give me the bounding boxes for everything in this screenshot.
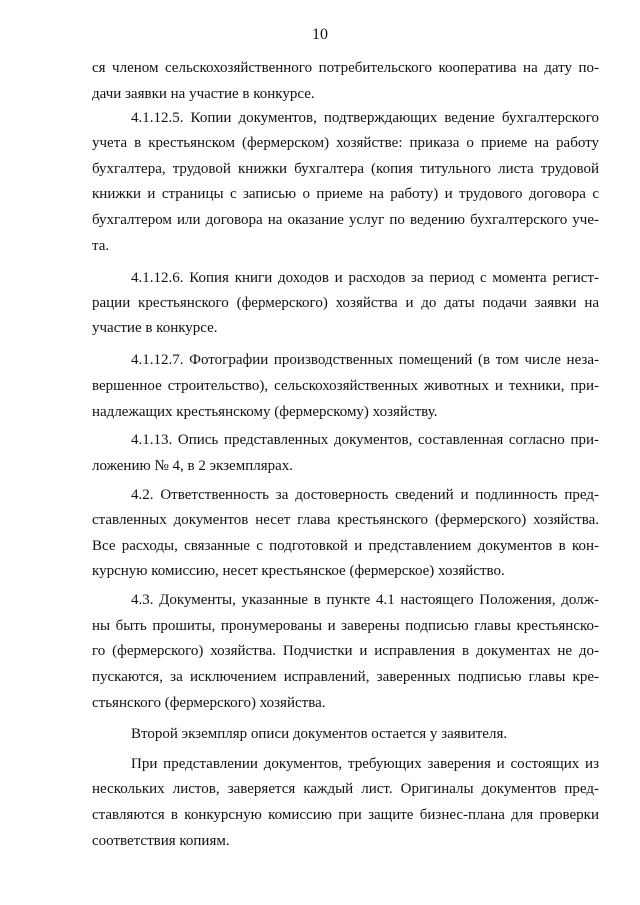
text-line: 4.1.12.7. Фотографии производственных помещений (в том числе неза- <box>131 352 599 368</box>
text-line: вершенное строительство), сельскохозяйственных животных и техники, при- <box>92 378 599 394</box>
text-line: пускаются, за исключением исправлений, заверенных подписью главы кре- <box>92 669 599 685</box>
text-line: ложению № 4, в 2 экземплярах. <box>92 458 294 474</box>
text-line: участие в конкурсе. <box>92 320 218 336</box>
text-line: бухгалтера, трудовой книжки бухгалтера (копия титульного листа трудовой <box>92 161 599 177</box>
text-line: учета в крестьянском (фермерском) хозяйстве: приказа о приеме на работу <box>92 135 599 151</box>
text-line: дачи заявки на участие в конкурсе. <box>92 86 315 102</box>
text-line: ставленных документов несет глава крестьянского (фермерского) хозяйства. <box>92 512 599 528</box>
text-line: 4.1.12.6. Копия книги доходов и расходов за период с момента регист- <box>131 270 599 286</box>
text-line: Второй экземпляр описи документов остается у заявителя. <box>131 726 508 742</box>
text-line: ся членом сельскохозяйственного потребительского кооператива на дату по- <box>92 60 599 76</box>
text-line: При представлении документов, требующих заверения и состоящих из <box>131 756 599 772</box>
text-line: надлежащих крестьянскому (фермерскому) хозяйству. <box>92 404 438 420</box>
text-line: бухгалтером или договора на оказание услуг по ведению бухгалтерского уче- <box>92 212 599 228</box>
text-line: 4.2. Ответственность за достоверность сведений и подлинность пред- <box>131 487 599 503</box>
text-line: 4.1.13. Опись представленных документов, составленная согласно при- <box>131 432 599 448</box>
text-line: ны быть прошиты, пронумерованы и заверены подписью главы крестьянско- <box>92 618 599 634</box>
text-line: стьянского (фермерского) хозяйства. <box>92 695 326 711</box>
text-line: ставляются в конкурсную комиссию при защите бизнес-плана для проверки <box>92 807 599 823</box>
text-line: курсную комиссию, несет крестьянское (фермерское) хозяйство. <box>92 563 505 579</box>
text-line: та. <box>92 238 110 254</box>
page-number: 10 <box>312 26 328 43</box>
text-line: го (фермерского) хозяйства. Подчистки и исправления в документах не до- <box>92 643 599 659</box>
text-line: Все расходы, связанные с подготовкой и представлением документов в кон- <box>92 538 599 554</box>
text-line: 4.3. Документы, указанные в пункте 4.1 настоящего Положения, долж- <box>131 592 599 608</box>
text-line: рации крестьянского (фермерского) хозяйства и до даты подачи заявки на <box>92 295 599 311</box>
text-line: книжки и страницы с записью о приеме на работу) и трудового договора с <box>92 186 599 202</box>
text-line: 4.1.12.5. Копии документов, подтверждающих ведение бухгалтерского <box>131 110 599 126</box>
text-line: соответствия копиям. <box>92 833 230 849</box>
text-line: нескольких листов, заверяется каждый лист. Оригиналы документов пред- <box>92 781 599 797</box>
